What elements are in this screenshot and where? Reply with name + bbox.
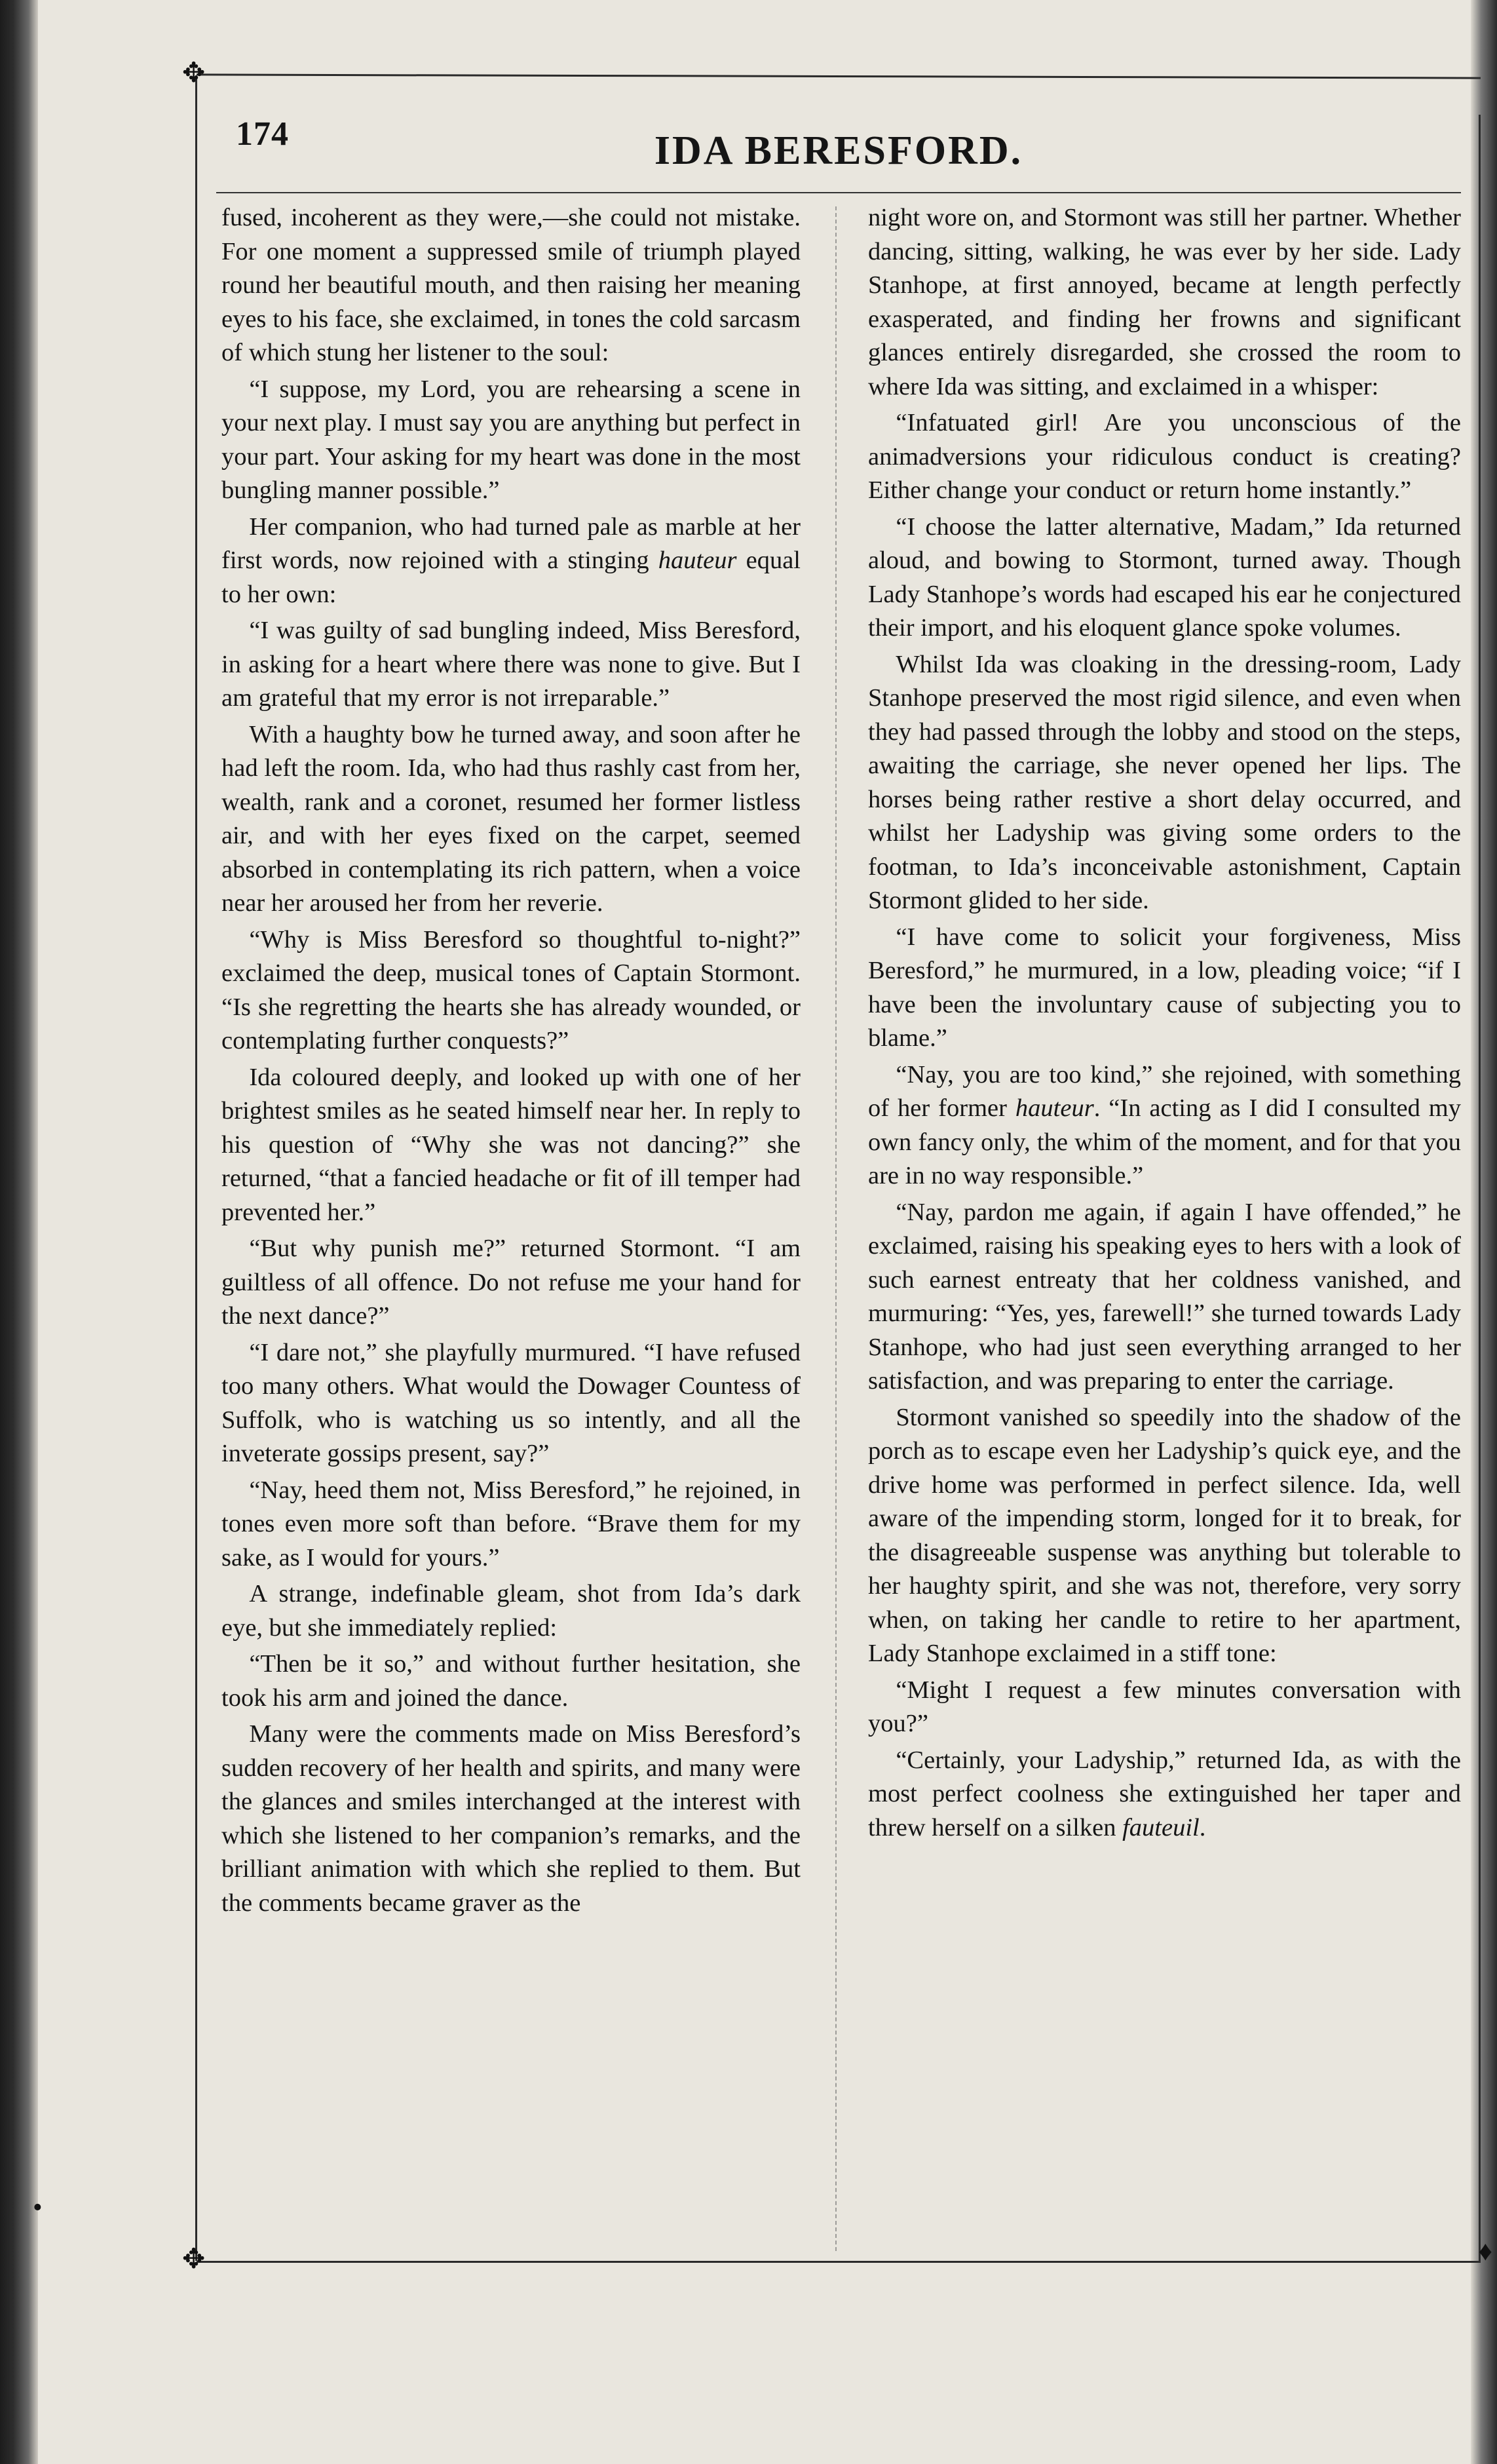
paragraph: “Why is Miss Beresford so thoughtful to-night?” exclaimed the deep, musical tones of Captain Stormont. “Is she regretting the hearts she has already wounded, or contemplating further conquests?” <box>221 925 801 1054</box>
page-border-left <box>195 75 197 2261</box>
paragraph: night wore on, and Stormont was still her partner. Whether dancing, sitting, walking, he was ever by her side. Lady Stanhope, at first annoyed, became at length perfectly exasperated, and finding her frowns and significant glances entirely disregarded, she crossed the room to where Ida was sitting, and exclaimed in a whisper: <box>868 204 1461 400</box>
paragraph: “Nay, heed them not, Miss Beresford,” he rejoined, in tones even more soft than before. “Brave them for my sake, as I would for yours.” <box>221 1476 801 1571</box>
page-border-top <box>197 73 1481 79</box>
paragraph: Ida coloured deeply, and looked up with one of her brightest smiles as he seated himself near her. In reply to his question of “Why she was not dancing?” she returned, “that a fancied headache or fit of ill temper had prevented her.” <box>221 1063 801 1226</box>
paragraph: “Nay, you are too kind,” she rejoined, with something of her former hauteur. “In acting as I did I consulted my own fancy only, the whim of the moment, and for that you are in no way responsible.” <box>868 1060 1461 1189</box>
paragraph: “I was guilty of sad bungling indeed, Miss Beresford, in asking for a heart where there was none to give. But I am grateful that my error is not irreparable.” <box>221 617 801 712</box>
scan-shadow-left <box>0 0 38 2464</box>
paragraph: “Infatuated girl! Are you unconscious of the animadversions your ridiculous conduct is creating? Either change your conduct or return home instantly.” <box>868 409 1461 504</box>
paragraph: “I dare not,” she playfully murmured. “I have refused too many others. What would the Dowager Countess of Suffolk, who is watching us so intently, and all the inveterate gossips present, say?” <box>221 1338 801 1467</box>
paragraph: A strange, indefinable gleam, shot from Ida’s dark eye, but she immediately replied: <box>221 1580 801 1642</box>
paragraph: “I have come to solicit your forgiveness, Miss Beresford,” he murmured, in a low, pleading voice; “if I have been the involuntary cause of subjecting you to blame.” <box>868 923 1461 1052</box>
paragraph: fused, incoherent as they were,—she could not mistake. For one moment a suppressed smile of triumph played round her beautiful mouth, and then raising her meaning eyes to his face, she exclaimed, in tones the cold sarcasm of which stung her listener to the soul: <box>221 204 801 366</box>
text-column-left <box>221 201 801 2252</box>
paragraph: Many were the comments made on Miss Beresford’s sudden recovery of her health and spirits, and many were the glances and smiles interchanged at the interest with which she listened to her companion’s remarks, and the brilliant animation with which she replied to them. But the comments became graver as the <box>221 1720 801 1917</box>
paragraph: Whilst Ida was cloaking in the dressing-room, Lady Stanhope preserved the most rigid silence, and even when they had passed through the lobby and stood on the steps, awaiting the carriage, she never opened her lips. The horses being rather restive a short delay occurred, and whilst her Ladyship was giving some orders to the footman, to Ida’s inconceivable astonishment, Captain Stormont glided to her side. <box>868 650 1461 914</box>
paragraph: “Certainly, your Ladyship,” returned Ida, as with the most perfect coolness she extinguished her taper and threw herself on a silken fauteuil. <box>868 1746 1461 1841</box>
ornament-bottom-left-icon: ✥ <box>182 2244 206 2275</box>
paragraph: “Then be it so,” and without further hesitation, she took his arm and joined the dance. <box>221 1650 801 1712</box>
running-title: IDA BERESFORD. <box>654 128 1023 173</box>
paragraph: Stormont vanished so speedily into the shadow of the porch as to escape even her Ladyship’s quick eye, and the drive home was performed in perfect silence. Ida, well aware of the impending storm, longed for it to break, for the disagreeable suspense was anything but tolerable to her haughty spirit, and she was not, therefore, very sorry when, on taking her candle to retire to her apartment, Lady Stanhope exclaimed in a stiff tone: <box>868 1403 1461 1667</box>
paragraph: “Might I request a few minutes conversation with you?” <box>868 1676 1461 1737</box>
page-number: 174 <box>236 115 289 153</box>
ornament-top-left-icon: ✥ <box>182 58 206 88</box>
paragraph: “But why punish me?” returned Stormont. “I am guiltless of all offence. Do not refuse me your hand for the next dance?” <box>221 1235 801 1330</box>
paragraph: “I suppose, my Lord, you are rehearsing a scene in your next play. I must say you are anything but perfect in your part. Your asking for my heart was done in the most bungling manner possible.” <box>221 375 801 504</box>
paragraph: With a haughty bow he turned away, and soon after he had left the room. Ida, who had thus rashly cast from her, wealth, rank and a coronet, resumed her former listless air, and with her eyes fixed on the carpet, seemed absorbed in contemplating its rich pattern, when a voice near her aroused her from her reverie. <box>221 720 801 917</box>
column-divider <box>835 206 837 2251</box>
ornament-bottom-right-icon: ♦ <box>1478 2237 1492 2267</box>
text-column-right <box>868 201 1461 2252</box>
page-border-bottom <box>197 2261 1481 2263</box>
page-border-right <box>1479 115 1481 2261</box>
paragraph: “Nay, pardon me again, if again I have offended,” he exclaimed, raising his speaking eyes to hers with a look of such earnest entreaty that her coldness vanished, and murmuring: “Yes, yes, farewell!” she turned towards Lady Stanhope, who had just seen everything arranged to her satisfaction, and was preparing to enter the carriage. <box>868 1198 1461 1395</box>
margin-ink-mark-icon: • <box>33 2193 43 2223</box>
paragraph: Her companion, who had turned pale as marble at her first words, now rejoined with a stinging hauteur equal to her own: <box>221 512 801 608</box>
book-page <box>182 58 1492 2287</box>
header-rule <box>216 192 1461 193</box>
paragraph: “I choose the latter alternative, Madam,” Ida returned aloud, and bowing to Stormont, turned away. Though Lady Stanhope’s words had escaped his ear he conjectured their import, and his eloquent glance spoke volumes. <box>868 512 1461 642</box>
